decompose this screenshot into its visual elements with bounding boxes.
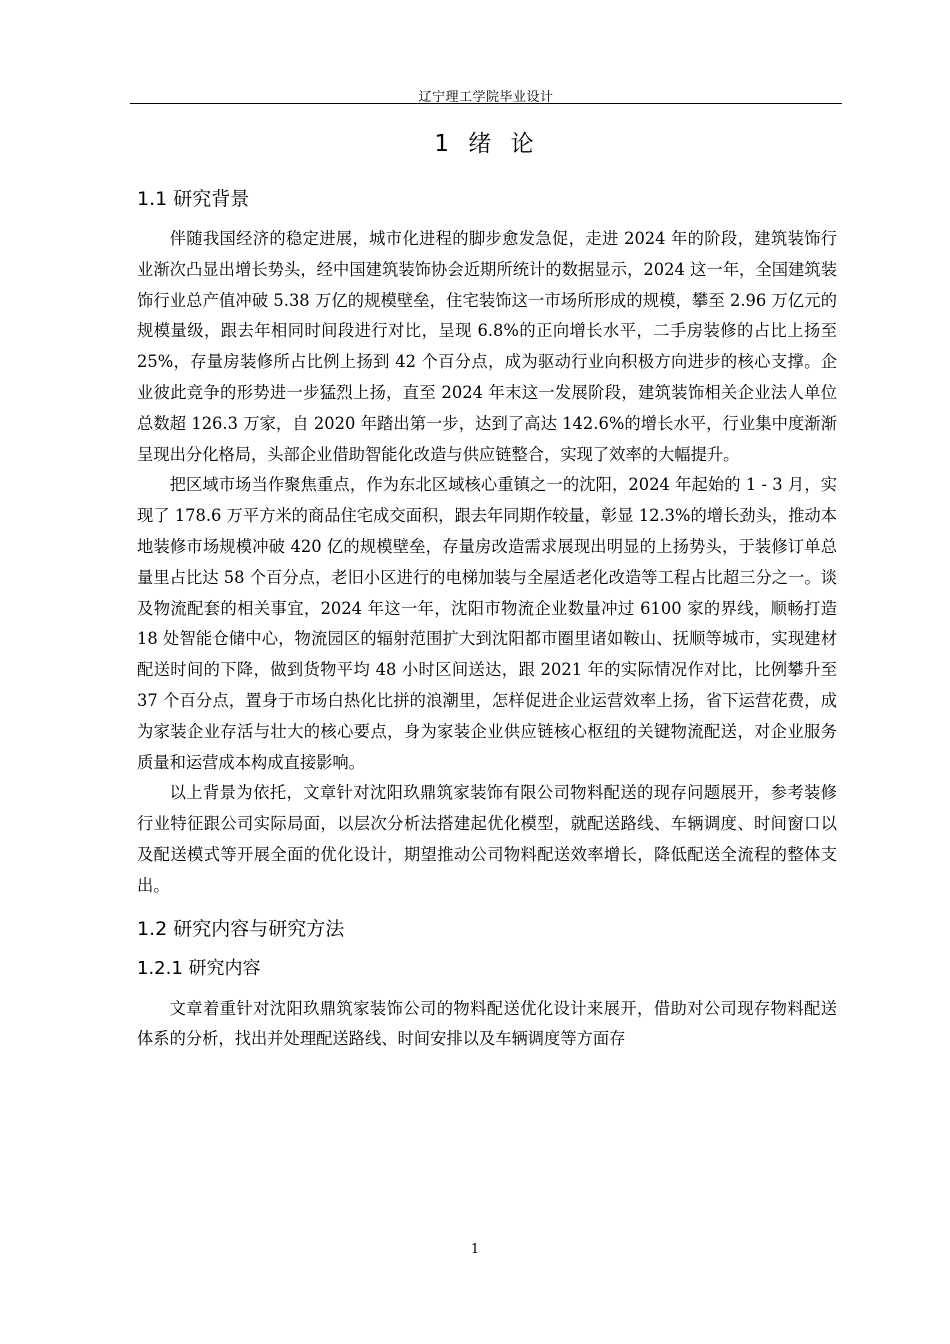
page-number: 1: [470, 1242, 480, 1257]
header-divider: [130, 103, 842, 104]
paragraph: 文章着重针对沈阳玖鼎筑家装饰公司的物料配送优化设计来展开，借助对公司现存物料配送体系的分析，找出并处理配送路线、时间安排以及车辆调度等方面存: [137, 998, 837, 1049]
section-heading-1-2-1: 1.2.1 研究内容: [137, 957, 261, 979]
chapter-title: 1 绪 论: [434, 131, 540, 157]
paragraph: 伴随我国经济的稳定进展，城市化进程的脚步愈发急促，走进 2024 年的阶段，建筑装饰行业渐次凸显出增长势头，经中国建筑装饰协会近期所统计的数据显示，2024 这一年，全国建筑装饰行业总产值冲破 5.38 万亿的规模壁垒，住宅装饰这一市场所形成的规模，攀至 2.96 万亿元的规模量级，跟去年相同时间段进行对比，呈现 6.8%的正向增长水平，二手房装修的占比上扬至 25%，存量房装修所占比例上扬到 42 个百分点，成为驱动行业向积极方向进步的核心支撑。企业彼此竞争的形势进一步猛烈上扬，直至 2024 年末这一发展阶段，建筑装饰相关企业法人单位总数超 126.3 万家，自 2020 年踏出第一步，达到了高达 142.6%的增长水平，行业集中度渐渐呈现出分化格局，头部企业借助智能化改造与供应链整合，实现了效率的大幅提升。: [137, 229, 837, 464]
paragraph: 以上背景为依托，文章针对沈阳玖鼎筑家装饰有限公司物料配送的现存问题展开，参考装修行业特征跟公司实际局面，以层次分析法搭建起优化模型，就配送路线、车辆调度、时间窗口以及配送模式等开展全面的优化设计，期望推动公司物料配送效率增长，降低配送全流程的整体支出。: [137, 783, 837, 895]
paragraph: 把区域市场当作聚焦重点，作为东北区域核心重镇之一的沈阳，2024 年起始的 1 - 3 月，实现了 178.6 万平方米的商品住宅成交面积，跟去年同期作较量，彰显 12.3%的增长劲头，推动本地装修市场规模冲破 420 亿的规模壁垒，存量房改造需求展现出明显的上扬势头，于装修订单总量里占比达 58 个百分点，老旧小区进行的电梯加装与全屋适老化改造等工程占比超三分之一。谈及物流配套的相关事宜，2024 年这一年，沈阳市物流企业数量冲过 6100 家的界线，顺畅打造 18 处智能仓储中心，物流园区的辐射范围扩大到沈阳都市圈里诸如鞍山、抚顺等城市，实现建材配送时间的下降，做到货物平均 48 小时区间送达，跟 2021 年的实际情况作对比，比例攀升至 37 个百分点，置身于市场白热化比拼的浪潮里，怎样促进企业运营效率上扬，省下运营花费，成为家装企业存活与壮大的核心要点，身为家装企业供应链核心枢纽的关键物流配送，对企业服务质量和运营成本构成直接影响。: [137, 475, 837, 772]
section-heading-1-1: 1.1 研究背景: [137, 188, 250, 210]
page-body: [137, 122, 837, 1055]
running-header: 辽宁理工学院毕业设计: [418, 90, 554, 105]
section-heading-1-2: 1.2 研究内容与研究方法: [137, 917, 345, 940]
